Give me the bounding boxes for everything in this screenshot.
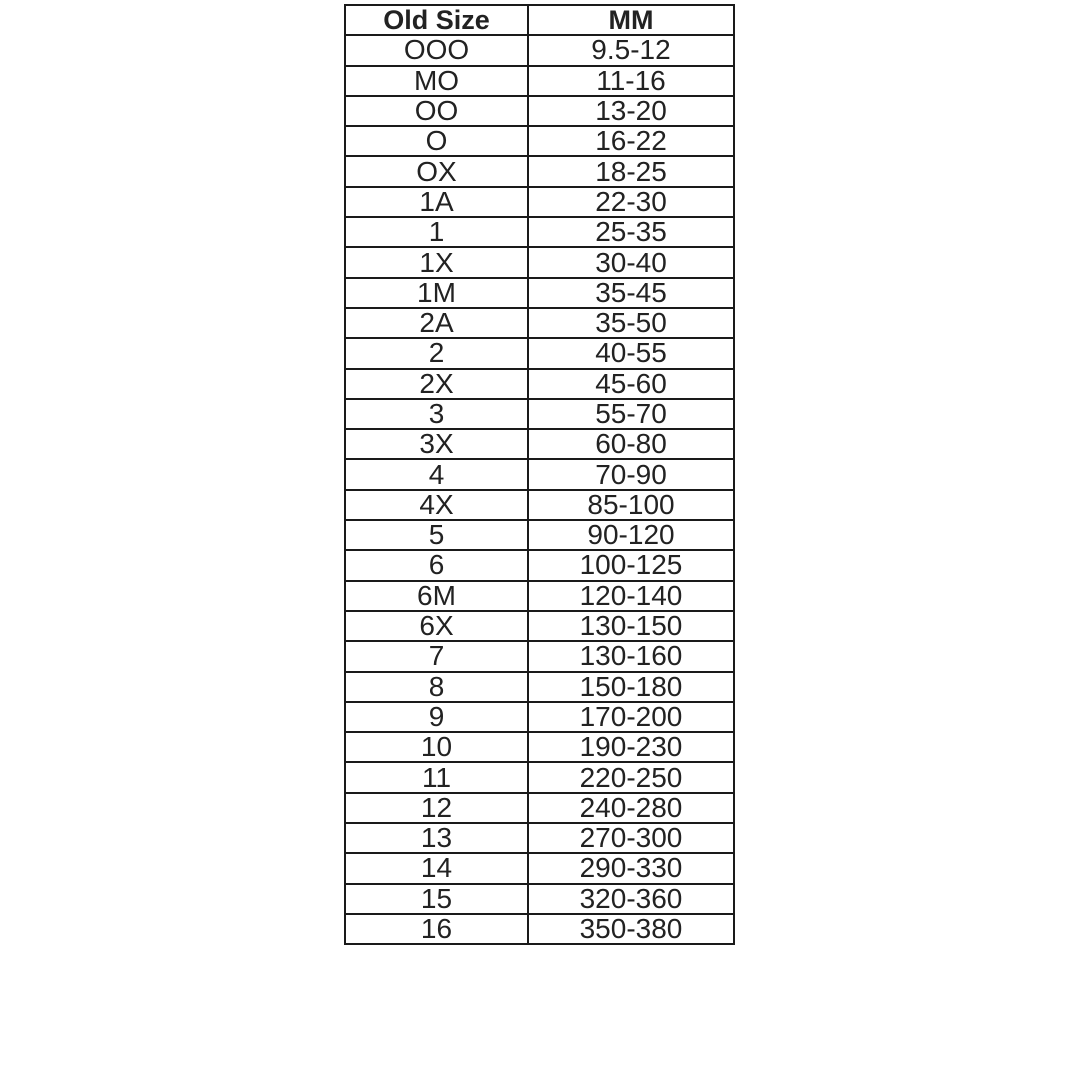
mm-cell: 35-50 [528,308,734,338]
old-size-cell: 4 [345,459,528,489]
table-row [345,884,734,914]
mm-cell: 350-380 [528,914,734,944]
old-size-cell: 1 [345,217,528,247]
old-size-cell: 2 [345,338,528,368]
old-size-cell: 13 [345,823,528,853]
table-row [345,641,734,671]
table-row [345,490,734,520]
size-conversion-table [344,4,735,945]
mm-cell: 290-330 [528,853,734,883]
old-size-cell: 11 [345,762,528,792]
old-size-cell: 14 [345,853,528,883]
table-row [345,550,734,580]
table-row [345,247,734,277]
old-size-cell: 16 [345,914,528,944]
table-row [345,702,734,732]
table-row [345,96,734,126]
mm-cell: 170-200 [528,702,734,732]
mm-cell: 270-300 [528,823,734,853]
table-row [345,308,734,338]
header-mm: MM [528,5,734,35]
table-header [345,5,734,35]
header-row [345,5,734,35]
old-size-cell: 1M [345,278,528,308]
table-row [345,520,734,550]
old-size-cell: 2X [345,369,528,399]
old-size-cell: MO [345,66,528,96]
mm-cell: 220-250 [528,762,734,792]
mm-cell: 13-20 [528,96,734,126]
old-size-cell: 1X [345,247,528,277]
table-row [345,278,734,308]
table-row [345,126,734,156]
table-row [345,35,734,65]
table-body [345,35,734,944]
table-row [345,217,734,247]
mm-cell: 25-35 [528,217,734,247]
old-size-cell: O [345,126,528,156]
old-size-cell: 1A [345,187,528,217]
old-size-cell: 3 [345,399,528,429]
mm-cell: 40-55 [528,338,734,368]
old-size-cell: 3X [345,429,528,459]
old-size-cell: 2A [345,308,528,338]
old-size-cell: 6 [345,550,528,580]
table-row [345,156,734,186]
mm-cell: 18-25 [528,156,734,186]
old-size-cell: OO [345,96,528,126]
table-row [345,793,734,823]
table-row [345,338,734,368]
table-row [345,581,734,611]
table-row [345,853,734,883]
mm-cell: 190-230 [528,732,734,762]
mm-cell: 60-80 [528,429,734,459]
old-size-cell: 4X [345,490,528,520]
mm-cell: 55-70 [528,399,734,429]
mm-cell: 130-160 [528,641,734,671]
mm-cell: 320-360 [528,884,734,914]
mm-cell: 30-40 [528,247,734,277]
table-row [345,187,734,217]
old-size-cell: 8 [345,672,528,702]
old-size-cell: 12 [345,793,528,823]
mm-cell: 120-140 [528,581,734,611]
old-size-cell: 9 [345,702,528,732]
mm-cell: 11-16 [528,66,734,96]
mm-cell: 90-120 [528,520,734,550]
mm-cell: 9.5-12 [528,35,734,65]
table-row [345,732,734,762]
mm-cell: 70-90 [528,459,734,489]
mm-cell: 130-150 [528,611,734,641]
table-row [345,672,734,702]
table-row [345,369,734,399]
old-size-cell: OOO [345,35,528,65]
mm-cell: 16-22 [528,126,734,156]
mm-cell: 35-45 [528,278,734,308]
table-row [345,914,734,944]
table-row [345,762,734,792]
mm-cell: 45-60 [528,369,734,399]
mm-cell: 150-180 [528,672,734,702]
old-size-cell: 6X [345,611,528,641]
mm-cell: 240-280 [528,793,734,823]
old-size-cell: OX [345,156,528,186]
old-size-cell: 7 [345,641,528,671]
old-size-cell: 5 [345,520,528,550]
header-old-size: Old Size [345,5,528,35]
table-row [345,459,734,489]
table-row [345,823,734,853]
table-row [345,399,734,429]
table-row [345,611,734,641]
table-row [345,429,734,459]
mm-cell: 22-30 [528,187,734,217]
old-size-cell: 10 [345,732,528,762]
table-row [345,66,734,96]
mm-cell: 100-125 [528,550,734,580]
old-size-cell: 15 [345,884,528,914]
old-size-cell: 6M [345,581,528,611]
mm-cell: 85-100 [528,490,734,520]
